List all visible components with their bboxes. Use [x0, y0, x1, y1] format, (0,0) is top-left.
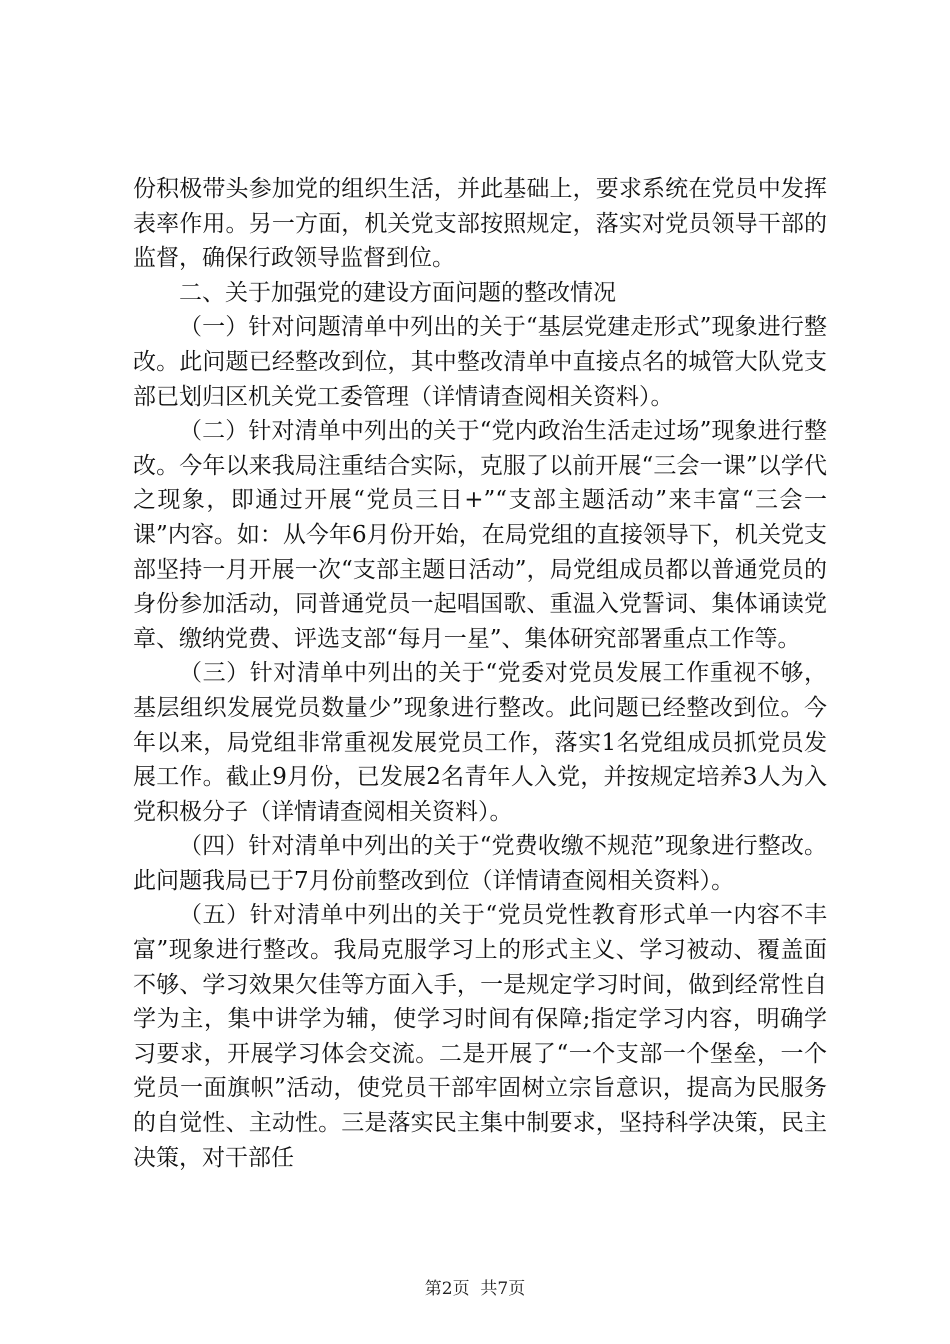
- paragraph-continuation: 份积极带头参加党的组织生活，并此基础上，要求系统在党员中发挥表率作用。另一方面，机关党支部按照规定，落实对党员领导干部的监督，确保行政领导监督到位。: [133, 176, 827, 272]
- page-total: 共7页: [480, 1279, 526, 1299]
- page-number: 第2页: [424, 1279, 470, 1299]
- page-footer: [0, 1277, 950, 1301]
- paragraph-item-3: （三）针对清单中列出的关于“党委对党员发展工作重视不够，基层组织发展党员数量少”现象进行整改。此问题已经整改到位。今年以来，局党组非常重视发展党员工作，落实1名党组成员抓党员发展工作。截止9月份，已发展2名青年人入党，并按规定培养3人为入党积极分子（详情请查阅相关资料）。: [133, 660, 827, 825]
- paragraph-item-5: （五）针对清单中列出的关于“党员党性教育形式单一内容不丰富”现象进行整改。我局克服学习上的形式主义、学习被动、覆盖面不够、学习效果欠佳等方面入手，一是规定学习时间，做到经常性自学为主，集中讲学为辅，使学习时间有保障;指定学习内容，明确学习要求，开展学习体会交流。二是开展了“一个支部一个堡垒，一个党员一面旗帜”活动，使党员干部牢固树立宗旨意识，提高为民服务的自觉性、主动性。三是落实民主集中制要求，坚持科学决策，民主决策，对干部任: [133, 902, 827, 1171]
- paragraph-item-1: （一）针对问题清单中列出的关于“基层党建走形式”现象进行整改。此问题已经整改到位，其中整改清单中直接点名的城管大队党支部已划归区机关党工委管理（详情请查阅相关资料）。: [133, 314, 827, 410]
- document-body: [133, 172, 827, 1175]
- section-heading: 二、关于加强党的建设方面问题的整改情况: [179, 279, 616, 306]
- footer-spacer: [470, 1279, 481, 1299]
- paragraph-item-4: （四）针对清单中列出的关于“党费收缴不规范”现象进行整改。此问题我局已于7月份前整改到位（详情请查阅相关资料）。: [133, 833, 827, 894]
- paragraph-item-2: （二）针对清单中列出的关于“党内政治生活走过场”现象进行整改。今年以来我局注重结合实际，克服了以前开展“三会一课”以学代之现象，即通过开展“党员三日+”“支部主题活动”来丰富“三会一课”内容。如：从今年6月份开始，在局党组的直接领导下，机关党支部坚持一月开展一次“支部主题日活动”，局党组成员都以普通党员的身份参加活动，同普通党员一起唱国歌、重温入党誓词、集体诵读党章、缴纳党费、评选支部“每月一星”、集体研究部署重点工作等。: [133, 418, 827, 652]
